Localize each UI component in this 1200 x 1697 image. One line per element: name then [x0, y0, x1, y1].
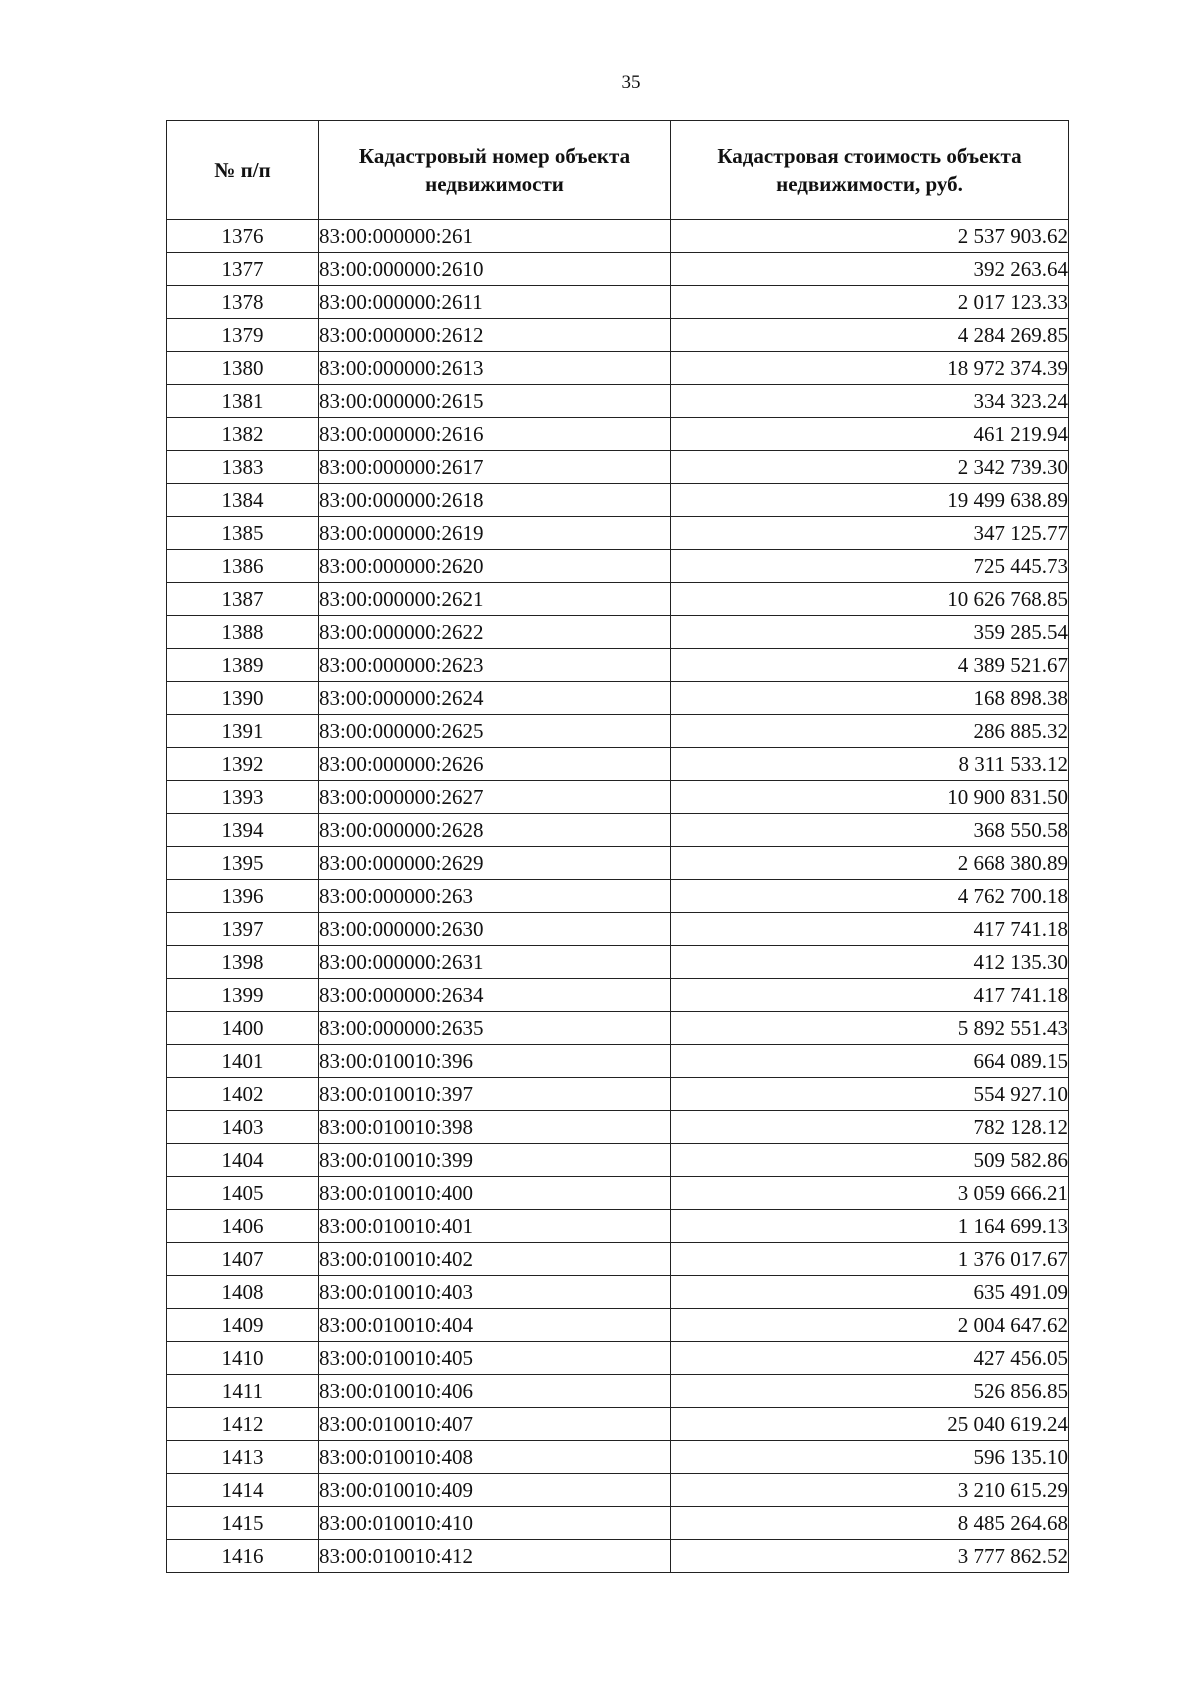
- row-number-cell: 1382: [167, 418, 319, 451]
- cadastral-value-cell: 2 017 123.33: [671, 286, 1069, 319]
- cadastral-value-cell: 4 762 700.18: [671, 880, 1069, 913]
- header-cadastral-number: Кадастровый номер объекта недвижимости: [319, 121, 671, 220]
- table-row: [167, 1276, 1069, 1309]
- table-row: [167, 616, 1069, 649]
- cadastral-value-cell: 168 898.38: [671, 682, 1069, 715]
- row-number-cell: 1415: [167, 1507, 319, 1540]
- row-number-cell: 1412: [167, 1408, 319, 1441]
- cadastral-number-cell: 83:00:000000:2621: [319, 583, 671, 616]
- table-row: [167, 1210, 1069, 1243]
- cadastral-value-cell: 10 626 768.85: [671, 583, 1069, 616]
- cadastral-value-cell: 782 128.12: [671, 1111, 1069, 1144]
- cadastral-number-cell: 83:00:000000:2635: [319, 1012, 671, 1045]
- row-number-cell: 1398: [167, 946, 319, 979]
- row-number-cell: 1389: [167, 649, 319, 682]
- cadastral-value-cell: 4 389 521.67: [671, 649, 1069, 682]
- table-row: [167, 484, 1069, 517]
- table-row: [167, 913, 1069, 946]
- table-row: [167, 715, 1069, 748]
- row-number-cell: 1390: [167, 682, 319, 715]
- table-row: [167, 1441, 1069, 1474]
- row-number-cell: 1405: [167, 1177, 319, 1210]
- cadastral-value-cell: 526 856.85: [671, 1375, 1069, 1408]
- table-row: [167, 847, 1069, 880]
- cadastral-number-cell: 83:00:010010:396: [319, 1045, 671, 1078]
- cadastral-number-cell: 83:00:010010:401: [319, 1210, 671, 1243]
- table-row: [167, 286, 1069, 319]
- cadastral-number-cell: 83:00:000000:2617: [319, 451, 671, 484]
- cadastral-number-cell: 83:00:010010:397: [319, 1078, 671, 1111]
- cadastral-number-cell: 83:00:000000:2629: [319, 847, 671, 880]
- cadastral-value-cell: 8 485 264.68: [671, 1507, 1069, 1540]
- cadastral-number-cell: 83:00:000000:2625: [319, 715, 671, 748]
- row-number-cell: 1406: [167, 1210, 319, 1243]
- row-number-cell: 1402: [167, 1078, 319, 1111]
- header-row-number: № п/п: [167, 121, 319, 220]
- cadastral-value-cell: 286 885.32: [671, 715, 1069, 748]
- row-number-cell: 1381: [167, 385, 319, 418]
- table-row: [167, 352, 1069, 385]
- cadastral-number-cell: 83:00:010010:412: [319, 1540, 671, 1573]
- cadastral-number-cell: 83:00:000000:2631: [319, 946, 671, 979]
- table-row: [167, 781, 1069, 814]
- cadastral-value-cell: 347 125.77: [671, 517, 1069, 550]
- cadastral-number-cell: 83:00:000000:2623: [319, 649, 671, 682]
- row-number-cell: 1410: [167, 1342, 319, 1375]
- row-number-cell: 1379: [167, 319, 319, 352]
- row-number-cell: 1404: [167, 1144, 319, 1177]
- table-row: [167, 1177, 1069, 1210]
- cadastral-value-cell: 596 135.10: [671, 1441, 1069, 1474]
- table-header-row: [167, 121, 1069, 220]
- row-number-cell: 1376: [167, 220, 319, 253]
- table-row: [167, 1342, 1069, 1375]
- cadastral-value-cell: 427 456.05: [671, 1342, 1069, 1375]
- cadastral-number-cell: 83:00:000000:2634: [319, 979, 671, 1012]
- table-row: [167, 550, 1069, 583]
- cadastral-number-cell: 83:00:010010:400: [319, 1177, 671, 1210]
- cadastral-value-cell: 2 537 903.62: [671, 220, 1069, 253]
- row-number-cell: 1384: [167, 484, 319, 517]
- cadastral-value-cell: 8 311 533.12: [671, 748, 1069, 781]
- table-row: [167, 319, 1069, 352]
- row-number-cell: 1380: [167, 352, 319, 385]
- row-number-cell: 1393: [167, 781, 319, 814]
- row-number-cell: 1399: [167, 979, 319, 1012]
- cadastral-number-cell: 83:00:010010:408: [319, 1441, 671, 1474]
- table-row: [167, 1507, 1069, 1540]
- table-row: [167, 682, 1069, 715]
- cadastral-value-cell: 417 741.18: [671, 913, 1069, 946]
- cadastral-value-cell: 635 491.09: [671, 1276, 1069, 1309]
- table-row: [167, 1408, 1069, 1441]
- table-row: [167, 946, 1069, 979]
- row-number-cell: 1391: [167, 715, 319, 748]
- row-number-cell: 1377: [167, 253, 319, 286]
- row-number-cell: 1378: [167, 286, 319, 319]
- cadastral-value-cell: 5 892 551.43: [671, 1012, 1069, 1045]
- table-row: [167, 451, 1069, 484]
- cadastral-number-cell: 83:00:000000:261: [319, 220, 671, 253]
- cadastral-number-cell: 83:00:000000:2624: [319, 682, 671, 715]
- table-row: [167, 1111, 1069, 1144]
- cadastral-number-cell: 83:00:000000:2615: [319, 385, 671, 418]
- row-number-cell: 1385: [167, 517, 319, 550]
- cadastral-number-cell: 83:00:000000:2610: [319, 253, 671, 286]
- cadastral-value-table: [166, 120, 1069, 1573]
- cadastral-value-cell: 3 059 666.21: [671, 1177, 1069, 1210]
- cadastral-value-cell: 417 741.18: [671, 979, 1069, 1012]
- cadastral-number-cell: 83:00:010010:403: [319, 1276, 671, 1309]
- table-row: [167, 1243, 1069, 1276]
- cadastral-value-cell: 19 499 638.89: [671, 484, 1069, 517]
- cadastral-number-cell: 83:00:000000:2630: [319, 913, 671, 946]
- cadastral-number-cell: 83:00:010010:402: [319, 1243, 671, 1276]
- cadastral-number-cell: 83:00:000000:2618: [319, 484, 671, 517]
- cadastral-number-cell: 83:00:000000:263: [319, 880, 671, 913]
- cadastral-number-cell: 83:00:000000:2626: [319, 748, 671, 781]
- cadastral-number-cell: 83:00:000000:2622: [319, 616, 671, 649]
- cadastral-number-cell: 83:00:010010:405: [319, 1342, 671, 1375]
- table-row: [167, 1078, 1069, 1111]
- cadastral-value-cell: 10 900 831.50: [671, 781, 1069, 814]
- row-number-cell: 1395: [167, 847, 319, 880]
- cadastral-value-cell: 18 972 374.39: [671, 352, 1069, 385]
- row-number-cell: 1392: [167, 748, 319, 781]
- table-row: [167, 1375, 1069, 1408]
- cadastral-number-cell: 83:00:010010:406: [319, 1375, 671, 1408]
- cadastral-value-cell: 3 777 862.52: [671, 1540, 1069, 1573]
- table-row: [167, 1045, 1069, 1078]
- cadastral-value-cell: 2 004 647.62: [671, 1309, 1069, 1342]
- cadastral-value-cell: 1 376 017.67: [671, 1243, 1069, 1276]
- cadastral-value-cell: 4 284 269.85: [671, 319, 1069, 352]
- row-number-cell: 1411: [167, 1375, 319, 1408]
- cadastral-number-cell: 83:00:000000:2619: [319, 517, 671, 550]
- cadastral-value-cell: 664 089.15: [671, 1045, 1069, 1078]
- cadastral-number-cell: 83:00:000000:2628: [319, 814, 671, 847]
- row-number-cell: 1403: [167, 1111, 319, 1144]
- row-number-cell: 1394: [167, 814, 319, 847]
- cadastral-value-cell: 3 210 615.29: [671, 1474, 1069, 1507]
- table-row: [167, 517, 1069, 550]
- table-body: [167, 220, 1069, 1573]
- table-row: [167, 1474, 1069, 1507]
- row-number-cell: 1388: [167, 616, 319, 649]
- row-number-cell: 1413: [167, 1441, 319, 1474]
- cadastral-number-cell: 83:00:010010:409: [319, 1474, 671, 1507]
- row-number-cell: 1416: [167, 1540, 319, 1573]
- table-row: [167, 748, 1069, 781]
- row-number-cell: 1409: [167, 1309, 319, 1342]
- cadastral-number-cell: 83:00:010010:407: [319, 1408, 671, 1441]
- cadastral-value-cell: 368 550.58: [671, 814, 1069, 847]
- table-row: [167, 253, 1069, 286]
- table-row: [167, 1144, 1069, 1177]
- row-number-cell: 1401: [167, 1045, 319, 1078]
- table-row: [167, 220, 1069, 253]
- cadastral-number-cell: 83:00:010010:404: [319, 1309, 671, 1342]
- cadastral-value-cell: 2 668 380.89: [671, 847, 1069, 880]
- cadastral-number-cell: 83:00:000000:2611: [319, 286, 671, 319]
- header-cadastral-value: Кадастровая стоимость объекта недвижимости, руб.: [671, 121, 1069, 220]
- cadastral-value-cell: 25 040 619.24: [671, 1408, 1069, 1441]
- table-row: [167, 814, 1069, 847]
- cadastral-number-cell: 83:00:000000:2620: [319, 550, 671, 583]
- table-row: [167, 1012, 1069, 1045]
- cadastral-value-cell: 461 219.94: [671, 418, 1069, 451]
- cadastral-number-cell: 83:00:010010:399: [319, 1144, 671, 1177]
- table-row: [167, 385, 1069, 418]
- table-row: [167, 880, 1069, 913]
- table-row: [167, 418, 1069, 451]
- table-row: [167, 583, 1069, 616]
- row-number-cell: 1397: [167, 913, 319, 946]
- row-number-cell: 1400: [167, 1012, 319, 1045]
- cadastral-value-cell: 412 135.30: [671, 946, 1069, 979]
- table-row: [167, 979, 1069, 1012]
- row-number-cell: 1386: [167, 550, 319, 583]
- cadastral-value-cell: 392 263.64: [671, 253, 1069, 286]
- row-number-cell: 1396: [167, 880, 319, 913]
- row-number-cell: 1408: [167, 1276, 319, 1309]
- cadastral-number-cell: 83:00:000000:2612: [319, 319, 671, 352]
- cadastral-value-cell: 359 285.54: [671, 616, 1069, 649]
- cadastral-number-cell: 83:00:000000:2616: [319, 418, 671, 451]
- row-number-cell: 1414: [167, 1474, 319, 1507]
- table-row: [167, 649, 1069, 682]
- row-number-cell: 1383: [167, 451, 319, 484]
- cadastral-value-cell: 509 582.86: [671, 1144, 1069, 1177]
- cadastral-value-cell: 334 323.24: [671, 385, 1069, 418]
- row-number-cell: 1387: [167, 583, 319, 616]
- cadastral-value-cell: 2 342 739.30: [671, 451, 1069, 484]
- cadastral-number-cell: 83:00:000000:2613: [319, 352, 671, 385]
- cadastral-number-cell: 83:00:010010:410: [319, 1507, 671, 1540]
- table-row: [167, 1540, 1069, 1573]
- cadastral-value-cell: 554 927.10: [671, 1078, 1069, 1111]
- cadastral-value-cell: 1 164 699.13: [671, 1210, 1069, 1243]
- page-number: 35: [621, 72, 641, 93]
- table-row: [167, 1309, 1069, 1342]
- row-number-cell: 1407: [167, 1243, 319, 1276]
- cadastral-value-cell: 725 445.73: [671, 550, 1069, 583]
- cadastral-number-cell: 83:00:010010:398: [319, 1111, 671, 1144]
- cadastral-number-cell: 83:00:000000:2627: [319, 781, 671, 814]
